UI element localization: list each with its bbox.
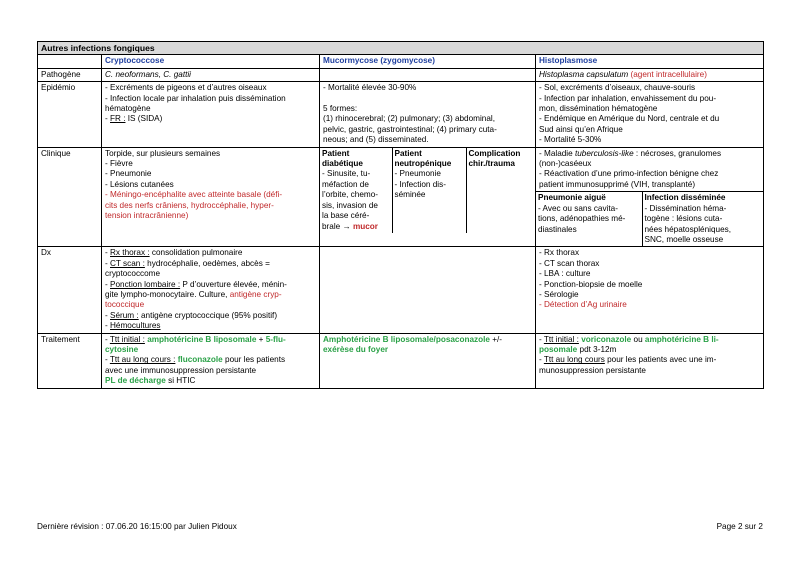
- histo-clinique-line: - Réactivation d’une primo-infection bénigne chez: [539, 169, 719, 179]
- sub-diss-line: nées hépatospléniques,: [644, 224, 731, 234]
- clinique-crypto-red-line: cits des nerfs crâniens, hydroccéphalie, hyper-: [105, 200, 274, 210]
- dx-histo-line: - Rx thorax: [539, 248, 580, 258]
- dx-pl-line2-red: antigène cryp-: [229, 289, 282, 299]
- ttt-crypto-pl-drug: PL de décharge: [105, 376, 166, 386]
- sub-head-chirurgie: Complication: [468, 148, 521, 158]
- cell-clinique-crypto: [102, 147, 320, 247]
- ttt-mucor-plus: +/-: [489, 334, 503, 344]
- cell-clinique-histo: [536, 147, 764, 247]
- dx-hemo-line: - Hémocultures: [105, 321, 161, 331]
- ttt-mucor-line2: exérèse du foyer: [323, 344, 389, 354]
- mucor-subtable: [320, 148, 536, 233]
- sub-aigue-line: tions, adénopathies mé-: [538, 214, 626, 224]
- row-clinique: [38, 147, 764, 247]
- cell-traitement-histo: [536, 333, 764, 388]
- sub-head-neutropenique: neutropénique: [394, 159, 452, 169]
- sub-diab-last-line: [322, 222, 390, 232]
- dx-histo-line: - LBA : culture: [539, 269, 591, 279]
- ttt-histo-long-text: pour les patients avec une im-: [604, 355, 717, 365]
- dx-histo-red-line: - Détection d’Ag urinaire: [539, 300, 627, 310]
- dx-serum-label: Sérum :: [110, 310, 139, 320]
- cell-clinique-mucor: [320, 147, 536, 247]
- sub-cell-diabetique: [320, 148, 392, 233]
- histo-subtable: [536, 191, 764, 246]
- sub-diab-line: sis, invasion de: [322, 200, 378, 210]
- epidemio-histo-line: mon, dissémination hématogène: [539, 104, 658, 114]
- dx-pl-line3: tococcique: [105, 300, 145, 310]
- cell-pathogene-crypto: [102, 68, 320, 81]
- row-label-dx: Dx: [38, 247, 102, 333]
- footer-revision: Dernière révision : 07.06.20 16:15:00 par Julien Pidoux: [37, 522, 237, 531]
- sub-head-pneumonie-aigue: Pneumonie aiguë: [538, 193, 606, 203]
- epidemio-crypto-fr-line: [105, 114, 316, 124]
- ttt-crypto-long-text: pour les patients: [222, 355, 286, 365]
- column-header-histoplasmose: Histoplasmose: [536, 55, 764, 68]
- dx-pl-line2-pre: gite lympho-monocytaire. Culture,: [105, 289, 230, 299]
- clinique-crypto-red-line: tension intracrânienne): [105, 211, 189, 221]
- ttt-histo-dose: pdt 3-12m: [577, 344, 617, 354]
- sub-head-neutropenique: Patient: [394, 148, 422, 158]
- ttt-histo-long-label: Ttt au long cours: [543, 355, 605, 365]
- sub-diss-line: SNC, moelle osseuse: [644, 234, 724, 244]
- dx-ct-text: hydrocéphalie, oedèmes, abcès =: [144, 258, 270, 268]
- mucor-forms-line: 5 formes:: [323, 104, 358, 114]
- ttt-histo-initial: - Ttt initial : voriconazole ou amphotéricine B li-: [539, 334, 719, 344]
- clinique-crypto-line: - Lésions cutanées: [105, 179, 174, 189]
- dx-serum-text: antigène cryptococcique (95% positif): [138, 310, 278, 320]
- ttt-crypto-initial-label: Ttt initial :: [109, 334, 145, 344]
- mucor-forms-line: (1) rhinocerebral; (2) pulmonary; (3) abdominal,: [323, 114, 496, 124]
- dx-rx-line: - Rx thorax : consolidation pulmonaire: [105, 248, 243, 258]
- ttt-mucor-line: [323, 335, 532, 345]
- clinique-crypto-line: - Fièvre: [105, 159, 133, 169]
- ttt-crypto-initial: - Ttt initial : amphotéricine B liposomale + 5-flu-: [105, 334, 286, 344]
- sub-neutro-line: - Pneumonie: [394, 169, 441, 179]
- ttt-crypto-drug1: amphotéricine B liposomale: [147, 334, 257, 344]
- epidemio-crypto-line: - Infection locale par inhalation puis dissémination: [105, 93, 286, 103]
- row-label-epidemio: Epidémio: [38, 82, 102, 147]
- fr-label: FR :: [110, 114, 126, 124]
- column-header-mucormycose: Mucormycose (zygomycose): [320, 55, 536, 68]
- ttt-crypto-long-drug: fluconazole: [177, 355, 223, 365]
- sub-diab-line: la base céré-: [322, 211, 370, 221]
- histo-clinique-pre: - Maladie: [539, 148, 575, 158]
- row-dx: [38, 247, 764, 333]
- cell-epidemio-histo: [536, 82, 764, 147]
- dx-histo-line: - Ponction-biopsie de moelle: [539, 279, 643, 289]
- histo-clinique-italic: tuberculosis-like: [574, 148, 634, 158]
- ttt-histo-long-line2: munosuppression persistante: [539, 365, 646, 375]
- fr-prefix: -: [105, 114, 111, 124]
- cell-epidemio-mucor: [320, 82, 536, 147]
- histo-pathogen: Histoplasma capsulatum: [539, 69, 629, 79]
- sub-diab-line: méfaction de: [322, 179, 369, 189]
- ttt-crypto-drug2b: cytosine: [105, 344, 139, 354]
- dx-ct-label: CT scan :: [110, 258, 145, 268]
- header-empty: [38, 55, 102, 68]
- cell-dx-mucor: [320, 247, 536, 333]
- epidemio-crypto-line: - Excréments de pigeons et d’autres oiseaux: [105, 83, 267, 93]
- mucor-forms-line: neous; and (5) disseminated.: [323, 135, 429, 145]
- epidemio-histo-line: Sud ainsi qu’en Afrique: [539, 124, 623, 134]
- epidemio-histo-line: - Mortalité 5-30%: [539, 135, 602, 145]
- row-label-traitement: Traitement: [38, 333, 102, 388]
- ttt-crypto-long-label: Ttt au long cours :: [109, 355, 176, 365]
- cell-epidemio-crypto: [102, 82, 320, 147]
- ttt-mucor-drug: Amphotéricine B liposomale/posaconazole: [323, 334, 490, 344]
- ttt-crypto-plus: +: [256, 334, 266, 344]
- epidemio-histo-line: - Endémique en Amérique du Nord, centrale et du: [539, 114, 720, 124]
- dx-rx-text: consolidation pulmonaire: [149, 248, 243, 258]
- row-label-clinique: Clinique: [38, 147, 102, 247]
- sub-diab-line: - Sinusite, tu-: [322, 169, 371, 179]
- clinique-crypto-line: Torpide, sur plusieurs semaines: [105, 148, 221, 158]
- sub-diab-line: l’orbite, chemo-: [322, 190, 378, 200]
- row-epidemio: [38, 82, 764, 147]
- row-traitement: [38, 333, 764, 388]
- sub-head-infection-disseminee: Infection disséminée: [644, 193, 726, 203]
- ttt-histo-drug2a: amphotéricine B li-: [644, 334, 719, 344]
- ttt-histo-drug2b: posomale: [539, 344, 578, 354]
- sub-aigue-line: diastinales: [538, 224, 577, 234]
- ttt-histo-drug1: voriconazole: [581, 334, 632, 344]
- ttt-crypto-pl-text: si HTIC: [165, 376, 196, 386]
- ttt-crypto-long: - Ttt au long cours : fluconazole pour les patients: [105, 355, 286, 365]
- sub-cell-pneumonie-aigue: [536, 192, 642, 247]
- dx-serum-line: - Sérum : antigène cryptococcique (95% positif): [105, 310, 278, 320]
- ttt-histo-initial-label: Ttt initial :: [543, 334, 579, 344]
- row-pathogene: [38, 68, 764, 81]
- dx-pl-text: P d’ouverture élevée, ménin-: [180, 279, 287, 289]
- table-title: Autres infections fongiques: [38, 42, 764, 55]
- dx-ct-line: - CT scan : hydrocéphalie, oedèmes, abcès =: [105, 258, 270, 268]
- epidemio-histo-line: - Sol, excréments d’oiseaux, chauve-souris: [539, 83, 696, 93]
- ttt-histo-ou: ou: [631, 334, 645, 344]
- cell-pathogene-histo: [536, 68, 764, 81]
- sub-diab-last-prefix: brale →: [322, 221, 353, 231]
- sub-cell-chirurgie: [466, 148, 536, 233]
- sub-head-diabetique: Patient: [322, 148, 350, 158]
- dx-ct-line2: cryptococcome: [105, 269, 161, 279]
- sub-diab-mucor: mucor: [352, 221, 378, 231]
- cell-traitement-crypto: [102, 333, 320, 388]
- fr-text: IS (SIDA): [125, 114, 163, 124]
- dx-histo-line: - CT scan thorax: [539, 258, 600, 268]
- dx-pl-label: Ponction lombaire :: [110, 279, 181, 289]
- sub-head-diabetique: diabétique: [322, 159, 363, 169]
- cell-traitement-mucor: [320, 333, 536, 388]
- cell-dx-histo: [536, 247, 764, 333]
- footer-page-number: Page 2 sur 2: [716, 522, 763, 531]
- crypto-pathogen: C. neoformans, C. gattii: [105, 69, 192, 79]
- mucor-forms-line: pelvic, gastric, gastrointestinal; (4) primary cuta-: [323, 124, 497, 134]
- header-row: [38, 55, 764, 68]
- dx-pl-line2: [105, 290, 316, 300]
- dx-histo-line: - Sérologie: [539, 289, 579, 299]
- dx-pl-line: - Ponction lombaire : P d’ouverture élevée, ménin-: [105, 279, 287, 289]
- spacer: [323, 94, 532, 104]
- epidemio-histo-line: - Infection par inhalation, envahissement du pou-: [539, 93, 717, 103]
- epidemio-crypto-line: hématogène: [105, 104, 151, 114]
- ttt-crypto-pl: [105, 376, 316, 386]
- sub-neutro-line: - Infection dis-: [394, 179, 446, 189]
- histo-clinique-text: [536, 148, 763, 192]
- sub-diss-line: togène : lésions cuta-: [644, 214, 723, 224]
- column-header-cryptococcose: Cryptococcose: [102, 55, 320, 68]
- dx-hemo-label: Hémocultures: [110, 321, 161, 331]
- mucor-mortality: - Mortalité élevée 30-90%: [323, 83, 417, 93]
- sub-cell-infection-disseminee: [642, 192, 764, 247]
- sub-aigue-line: - Avec ou sans cavita-: [538, 203, 618, 213]
- histo-clinique-first-line: [539, 149, 760, 159]
- ttt-crypto-drug2a: 5-flu-: [265, 334, 286, 344]
- histo-clinique-post: : nécroses, granulomes: [633, 148, 722, 158]
- title-row: [38, 42, 764, 55]
- cell-pathogene-mucor: [320, 68, 536, 81]
- row-label-pathogene: Pathogène: [38, 68, 102, 81]
- histo-clinique-line: (non-)caséeux: [539, 159, 592, 169]
- ttt-histo-long: - Ttt au long cours pour les patients avec une im-: [539, 355, 717, 365]
- dx-rx-label: Rx thorax :: [110, 248, 150, 258]
- sub-cell-neutropenique: [392, 148, 466, 233]
- ttt-histo-line2: [539, 345, 760, 355]
- sub-neutro-line: séminée: [394, 190, 426, 200]
- cell-dx-crypto: [102, 247, 320, 333]
- sub-head-chirurgie: chir./trauma: [468, 159, 515, 169]
- histo-pathogen-note: (agent intracellulaire): [630, 69, 707, 79]
- clinique-crypto-line: - Pneumonie: [105, 169, 152, 179]
- sub-diss-line: - Dissémination héma-: [644, 203, 727, 213]
- infections-table: [37, 41, 764, 389]
- clinique-crypto-red-line: - Méningo-encéphalite avec atteinte basale (défi-: [105, 190, 283, 200]
- histo-clinique-line: patient immunosupprimé (VIH, transplanté): [539, 179, 696, 189]
- ttt-crypto-long-line2: avec une immunosuppression persistante: [105, 365, 257, 375]
